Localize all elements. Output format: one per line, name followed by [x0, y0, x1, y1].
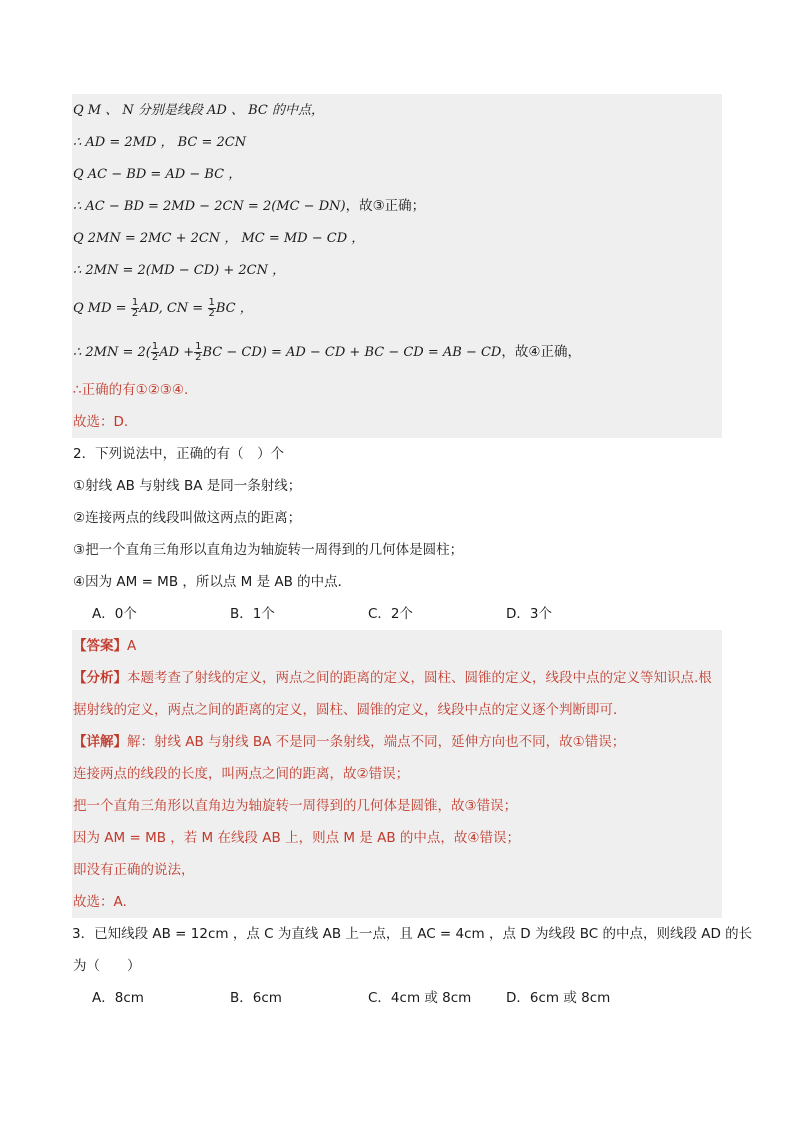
- solution-line: [72, 158, 722, 190]
- question-stem: 2．下列说法中，正确的有（ ）个: [73, 446, 285, 462]
- question-3: [72, 918, 753, 1014]
- analysis-line: 据射线的定义，两点之间的距离的定义，圆柱、圆锥的定义，线段中点的定义逐个判断即可．: [73, 702, 627, 718]
- fraction: [131, 298, 139, 319]
- math-text: ∴ AC − BD = 2MD − 2CN = 2(MC − DN): [73, 199, 346, 214]
- option-c: C．4cm 或 8cm: [368, 990, 472, 1006]
- detail-line: [72, 726, 722, 758]
- detail-text: 解：射线 AB 与射线 BA 不是同一条射线，端点不同，延伸方向也不同，故①错误；: [127, 734, 626, 750]
- math-text: BC − CD) = AD − CD + BC − CD = AB − CD: [202, 345, 502, 360]
- math-text: Q M 、 N 分别是线段 AD 、 BC 的中点，: [73, 103, 324, 118]
- choice-text: 故选：D.: [73, 414, 129, 430]
- math-text: ∴ 2MN = 2(: [73, 345, 151, 360]
- conclusion-text: ，故③正确；: [345, 198, 426, 214]
- denominator: 2: [208, 307, 215, 319]
- solution-block-q2: [72, 630, 722, 918]
- option-a: A．8cm: [92, 990, 144, 1006]
- math-text: Q MD =: [73, 301, 127, 316]
- option-b: B．6cm: [230, 990, 282, 1006]
- option-d: D．3个: [506, 606, 552, 622]
- analysis-text: 本题考查了射线的定义，两点之间的距离的定义，圆柱、圆锥的定义，线段中点的定义等知识点.根: [127, 670, 712, 686]
- statement-3: ③把一个直角三角形以直角边为轴旋转一周得到的几何体是圆柱；: [73, 542, 464, 558]
- option-d: D．6cm 或 8cm: [506, 990, 611, 1006]
- detail-line: 因为 AM = MB ，若 M 在线段 AB 上，则点 M 是 AB 的中点，故④错误；: [73, 830, 520, 846]
- solution-line: [72, 254, 722, 286]
- numerator: 1: [151, 340, 159, 352]
- math-text: AD +: [159, 345, 195, 360]
- question-stem: 3．已知线段 AB = 12cm ，点 C 为直线 AB 上一点，且 AC = 4cm ，点 D 为线段 BC 的中点，则线段 AD 的长: [72, 926, 753, 942]
- solution-line: [72, 406, 722, 438]
- answer-value: A: [127, 638, 137, 654]
- conclusion-text: ∴正确的有①②③④.: [73, 382, 189, 398]
- solution-line: [72, 222, 722, 254]
- statement-4: ④因为 AM = MB ，所以点 M 是 AB 的中点．: [73, 574, 352, 590]
- document-page: [72, 94, 753, 1014]
- option-b: B．1个: [230, 606, 275, 622]
- analysis-line: [72, 662, 722, 694]
- statement-2: ②连接两点的线段叫做这两点的距离；: [73, 510, 302, 526]
- option-c: C．2个: [368, 606, 414, 622]
- options-row: [72, 982, 722, 1014]
- numerator: 1: [208, 296, 215, 308]
- answer-line: [72, 630, 722, 662]
- solution-block-prev: [72, 94, 722, 438]
- option-a: A．0个: [92, 606, 137, 622]
- math-text: Q 2MN = 2MC + 2CN ， MC = MD − CD ，: [73, 231, 365, 246]
- math-text: Q AC − BD = AD − BC ，: [73, 167, 242, 182]
- question-stem-cont: 为（ ）: [73, 958, 141, 974]
- numerator: 1: [131, 296, 139, 308]
- detail-tag: 【详解】: [73, 734, 127, 750]
- detail-line: 即没有正确的说法，: [73, 862, 195, 878]
- analysis-tag: 【分析】: [73, 670, 127, 686]
- fraction: [208, 298, 216, 319]
- solution-line: [72, 190, 722, 222]
- answer-tag: 【答案】: [73, 638, 127, 654]
- denominator: 2: [151, 351, 159, 363]
- detail-line: 把一个直角三角形以直角边为轴旋转一周得到的几何体是圆锥，故③错误；: [73, 798, 518, 814]
- denominator: 2: [131, 307, 139, 319]
- solution-line: [72, 286, 722, 330]
- options-row: [72, 598, 722, 630]
- solution-line: [72, 330, 722, 374]
- math-text: ∴ AD = 2MD ， BC = 2CN: [73, 135, 247, 150]
- solution-line: [72, 374, 722, 406]
- detail-line: 连接两点的线段的长度，叫两点之间的距离，故②错误；: [73, 766, 410, 782]
- solution-line: [72, 126, 722, 158]
- denominator: 2: [195, 351, 202, 363]
- solution-line: [72, 94, 722, 126]
- question-2: [72, 438, 722, 630]
- fraction: [151, 342, 159, 363]
- statement-1: ①射线 AB 与射线 BA 是同一条射线；: [73, 478, 302, 494]
- numerator: 1: [195, 340, 202, 352]
- math-text: ∴ 2MN = 2(MD − CD) + 2CN ，: [73, 263, 286, 278]
- math-text: BC ，: [215, 301, 253, 316]
- math-text: AD, CN =: [139, 301, 204, 316]
- detail-line: 故选：A.: [73, 894, 127, 910]
- conclusion-text: ，故④正确，: [501, 344, 581, 360]
